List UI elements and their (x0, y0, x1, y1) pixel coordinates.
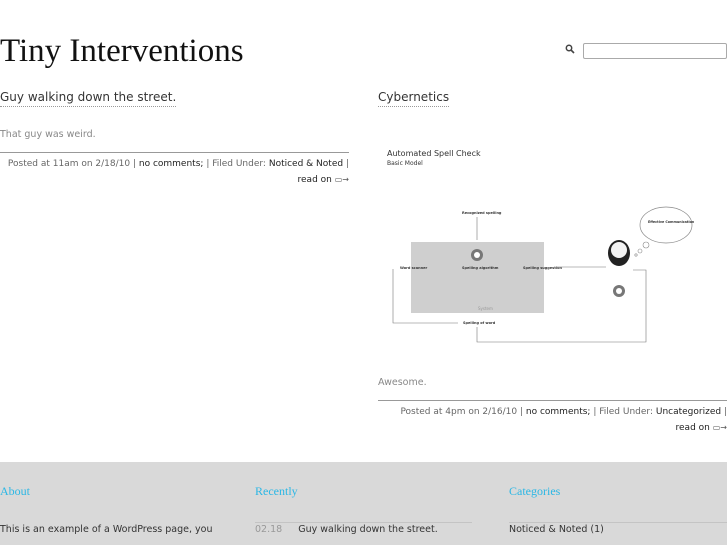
filed-label: | Filed Under: (593, 407, 653, 417)
categories-heading: Categories (509, 484, 561, 498)
divider (0, 152, 349, 153)
post (378, 86, 727, 436)
category-item[interactable]: Noticed & Noted (1) (509, 524, 604, 535)
post-excerpt: That guy was weird. (0, 129, 96, 140)
divider (509, 522, 727, 523)
read-on-link[interactable]: read on (297, 175, 332, 185)
divider (378, 400, 727, 401)
post-meta (0, 156, 349, 188)
diagram-label: Effective Communication (648, 220, 695, 224)
diagram-image (378, 115, 727, 355)
arrow-icon: ▭→ (712, 423, 727, 432)
diagram-subtitle: Basic Model (387, 160, 423, 167)
post-meta (378, 404, 727, 436)
post-excerpt: Awesome. (378, 377, 427, 388)
post-date: Posted at 11am on 2/18/10 | (7, 159, 136, 169)
diagram-label: System (478, 306, 493, 311)
diagram-label: Spelling suggestion (523, 266, 563, 270)
diagram-label: Word scanner (400, 266, 428, 270)
category-link[interactable]: Uncategorized (655, 407, 722, 417)
diagram-title: Automated Spell Check (387, 149, 481, 158)
recent-item[interactable] (255, 524, 438, 535)
diagram-label: Recognized spelling (462, 211, 502, 215)
diagram-label: Spelling algorithm (462, 266, 499, 270)
filed-label: | Filed Under: (206, 159, 266, 169)
comments-link[interactable]: no comments; (138, 159, 204, 169)
post-date: Posted at 4pm on 2/16/10 | (400, 407, 524, 417)
site-title[interactable]: Tiny Interventions (0, 33, 244, 69)
divider (255, 522, 472, 523)
about-heading: About (0, 484, 30, 498)
separator: | (345, 159, 349, 169)
separator: | (723, 407, 727, 417)
about-text: This is an example of a WordPress page, you (0, 524, 213, 535)
footer (0, 462, 727, 545)
post-title[interactable]: Cybernetics (378, 90, 449, 107)
diagram-label: Spelling of word (463, 321, 496, 325)
recent-date: 02.18 (255, 524, 283, 535)
recently-heading: Recently (255, 484, 298, 498)
read-on-link[interactable]: read on (675, 423, 710, 433)
arrow-icon: ▭→ (334, 175, 349, 184)
comments-link[interactable]: no comments; (525, 407, 591, 417)
category-link[interactable]: Noticed & Noted (268, 159, 344, 169)
post-title[interactable]: Guy walking down the street. (0, 90, 176, 107)
post (0, 86, 349, 188)
search-input[interactable] (583, 43, 727, 59)
search-icon (565, 44, 575, 54)
recent-title[interactable]: Guy walking down the street. (298, 524, 438, 535)
